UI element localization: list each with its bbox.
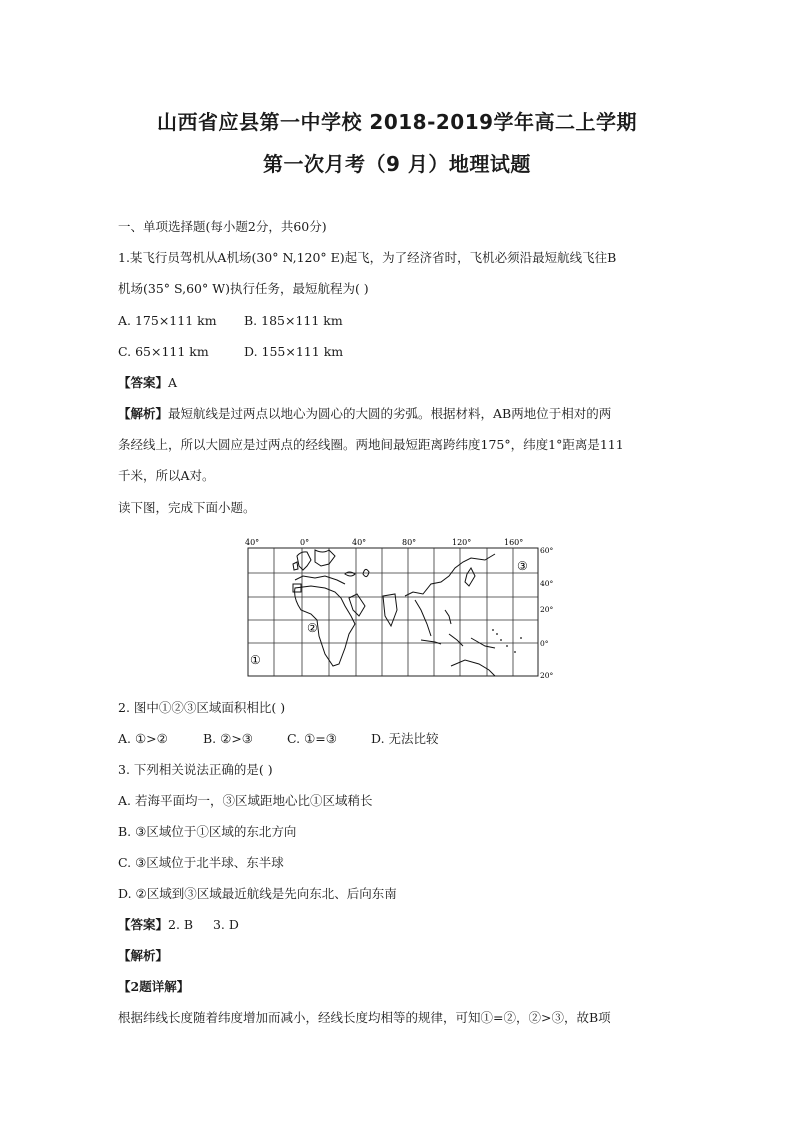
q1-option-c: C. 65×111 km	[118, 344, 209, 359]
title-line-2: 第一次月考（9 月）地理试题	[263, 152, 531, 176]
q3-option-b: B. ③区域位于①区域的东北方向	[118, 824, 297, 839]
lat-label-40n: 40°	[540, 579, 554, 588]
lat-label-20s: 20°	[540, 671, 554, 680]
answer-label: 【答案】	[118, 375, 169, 390]
q3-option-d: D. ②区域到③区域最近航线是先向东北、后向东南	[118, 886, 397, 901]
world-map-figure	[245, 536, 565, 682]
analysis-label-2: 【解析】	[118, 948, 169, 963]
q1-stem-line-2: 机场(35° S,60° W)执行任务，最短航程为( )	[118, 281, 369, 296]
lon-label-40e: 40°	[352, 538, 367, 547]
q3-option-c: C. ③区域位于北半球、东半球	[118, 855, 284, 870]
coastlines	[293, 550, 495, 676]
q1-option-a: A. 175×111 km	[118, 313, 217, 328]
map-frame	[248, 548, 538, 676]
q2-option-b: B. ②>③	[203, 731, 254, 746]
lon-label-0: 0°	[300, 538, 310, 547]
lat-label-20n: 20°	[540, 605, 554, 614]
q2-option-d: D. 无法比较	[371, 731, 439, 746]
q2-detail-text: 根据纬线长度随着纬度增加而减小，经线长度均相等的规律，可知①=②，②>③，故B项	[118, 1010, 611, 1025]
q2-3-answer	[118, 917, 239, 933]
lon-label-120e: 120°	[452, 538, 472, 547]
region-label-2: ②	[307, 621, 318, 635]
q1-analysis-line-2: 条经线上，所以大圆应是过两点的经线圈。两地间最短距离跨纬度175°，纬度1°距离是111	[118, 437, 624, 452]
lon-label-80e: 80°	[402, 538, 417, 547]
q1-analysis-line-3: 千米，所以A对。	[118, 468, 215, 483]
analysis-text: 最短航线是过两点以地心为圆心的大圆的劣弧。根据材料，AB两地位于相对的两	[168, 406, 612, 421]
lon-label-160e: 160°	[504, 538, 524, 547]
q1-option-b: B. 185×111 km	[244, 313, 343, 328]
meridian-lines	[274, 548, 513, 676]
read-map-instruction: 读下图，完成下面小题。	[118, 500, 256, 515]
q2-detail-label: 【2题详解】	[118, 979, 190, 994]
q1-option-d: D. 155×111 km	[244, 344, 344, 359]
q2-stem: 2. 图中①②③区域面积相比( )	[118, 700, 286, 715]
lat-label-0: 0°	[540, 639, 549, 648]
region-label-3: ③	[517, 559, 528, 573]
analysis-label: 【解析】	[118, 406, 169, 421]
q3-option-a: A. 若海平面均一，③区域距地心比①区域稍长	[118, 793, 373, 808]
q2-option-c: C. ①=③	[287, 731, 337, 746]
answer-value: A	[168, 375, 178, 390]
title-line-1: 山西省应县第一中学校 2018-2019学年高二上学期	[156, 110, 638, 134]
q3-stem: 3. 下列相关说法正确的是( )	[118, 762, 273, 777]
q1-analysis-line-1	[118, 406, 611, 422]
region-label-1: ①	[250, 653, 261, 667]
answer-label-2: 【答案】	[118, 917, 169, 932]
lon-label-40w: 40°	[245, 538, 260, 547]
q2-option-a: A. ①>②	[118, 731, 168, 746]
lat-label-60n: 60°	[540, 546, 554, 555]
q1-answer	[118, 375, 177, 391]
island-dots	[492, 629, 522, 653]
section-heading: 一、单项选择题(每小题2分，共60分)	[118, 219, 327, 234]
parallel-lines	[248, 573, 538, 643]
q1-stem-line-1: 1.某飞行员驾机从A机场(30° N,120° E)起飞，为了经济省时，飞机必须沿最短航线飞往B	[118, 250, 617, 265]
answer-value-2: 2. B 3. D	[168, 917, 239, 932]
